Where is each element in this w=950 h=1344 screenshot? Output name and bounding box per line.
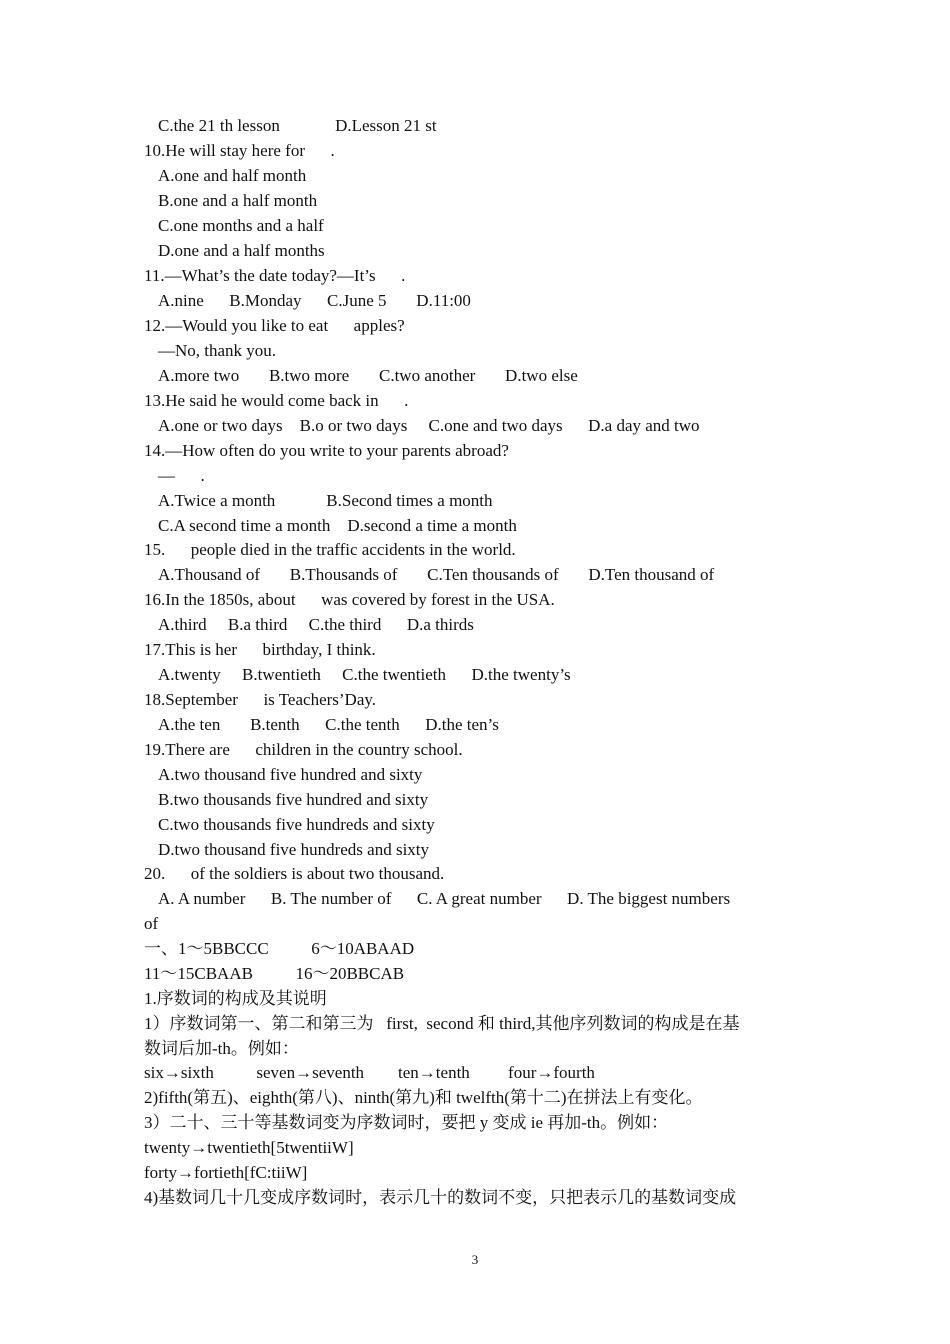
text-line: C.the 21 th lesson D.Lesson 21 st: [158, 116, 437, 135]
section-heading: 1.序数词的构成及其说明: [144, 989, 327, 1008]
question-16: 16.In the 1850s, about was covered by forest in the USA.: [144, 590, 555, 609]
option-line: B.two thousands five hundred and sixty: [158, 790, 429, 809]
example-line: six→sixth seven→seventh ten→tenth four→fourth: [144, 1063, 595, 1082]
question-18: 18.September is Teachers’Day.: [144, 690, 377, 709]
option-line: A.more two B.two more C.two another D.two else: [158, 366, 578, 385]
text-line: 3）二十、三十等基数词变为序数词时，要把 y 变成 ie 再加-th。例如：: [144, 1113, 669, 1132]
text-line: 1）序数词第一、第二和第三为 first, second 和 third,其他序列数词的构成是在基: [144, 1014, 740, 1033]
question-15: 15. people died in the traffic accidents in the world.: [144, 540, 516, 559]
option-line: A.the ten B.tenth C.the tenth D.the ten’s: [158, 715, 499, 734]
option-line: A.Thousand of B.Thousands of C.Ten thousands of D.Ten thousand of: [158, 565, 715, 584]
question-12: 12.—Would you like to eat apples?: [144, 316, 405, 335]
answer-key-line: 一、1～5BBCCC 6～10ABAAD: [144, 939, 415, 958]
question-17: 17.This is her birthday, I think.: [144, 640, 376, 659]
question-14: 14.—How often do you write to your parents abroad?: [144, 441, 509, 460]
question-10: 10.He will stay here for .: [144, 141, 335, 160]
question-11: 11.—What’s the date today?—It’s .: [144, 266, 406, 285]
option-line: A.Twice a month B.Second times a month: [158, 491, 493, 510]
question-19: 19.There are children in the country school.: [144, 740, 463, 759]
option-line: C.two thousands five hundreds and sixty: [158, 815, 435, 834]
option-line: B.one and a half month: [158, 191, 318, 210]
option-line: A.twenty B.twentieth C.the twentieth D.the twenty’s: [158, 665, 571, 684]
page-number: 3: [471, 1252, 479, 1267]
option-line: A.nine B.Monday C.June 5 D.11:00: [158, 291, 471, 310]
option-line: C.one months and a half: [158, 216, 324, 235]
option-line: A.one and half month: [158, 166, 307, 185]
option-line: A.third B.a third C.the third D.a thirds: [158, 615, 474, 634]
text-line: 数词后加-th。例如：: [144, 1039, 299, 1058]
text-line: 2)fifth(第五)、eighth(第八)、ninth(第九)和 twelfth(第十二)在拼法上有变化。: [144, 1088, 703, 1107]
option-line: D.two thousand five hundreds and sixty: [158, 840, 430, 859]
text-line: 4)基数词几十几变成序数词时，表示几十的数词不变，只把表示几的基数词变成: [144, 1188, 737, 1207]
option-line: A.two thousand five hundred and sixty: [158, 765, 423, 784]
text-line: — .: [158, 466, 205, 485]
question-20: 20. of the soldiers is about two thousand.: [144, 864, 445, 883]
option-line: A.one or two days B.o or two days C.one and two days D.a day and two: [158, 416, 700, 435]
example-line: twenty→twentieth[5twentiiW]: [144, 1138, 354, 1157]
question-13: 13.He said he would come back in .: [144, 391, 409, 410]
text-line: of: [144, 914, 159, 933]
example-line: forty→fortieth[fC:tiiW]: [144, 1163, 308, 1182]
answer-key-line: 11～15CBAAB 16～20BBCAB: [144, 964, 405, 983]
text-line: —No, thank you.: [158, 341, 277, 360]
option-line: A. A number B. The number of C. A great number D. The biggest numbers: [158, 889, 731, 908]
option-line: C.A second time a month D.second a time a month: [158, 516, 517, 535]
option-line: D.one and a half months: [158, 241, 325, 260]
